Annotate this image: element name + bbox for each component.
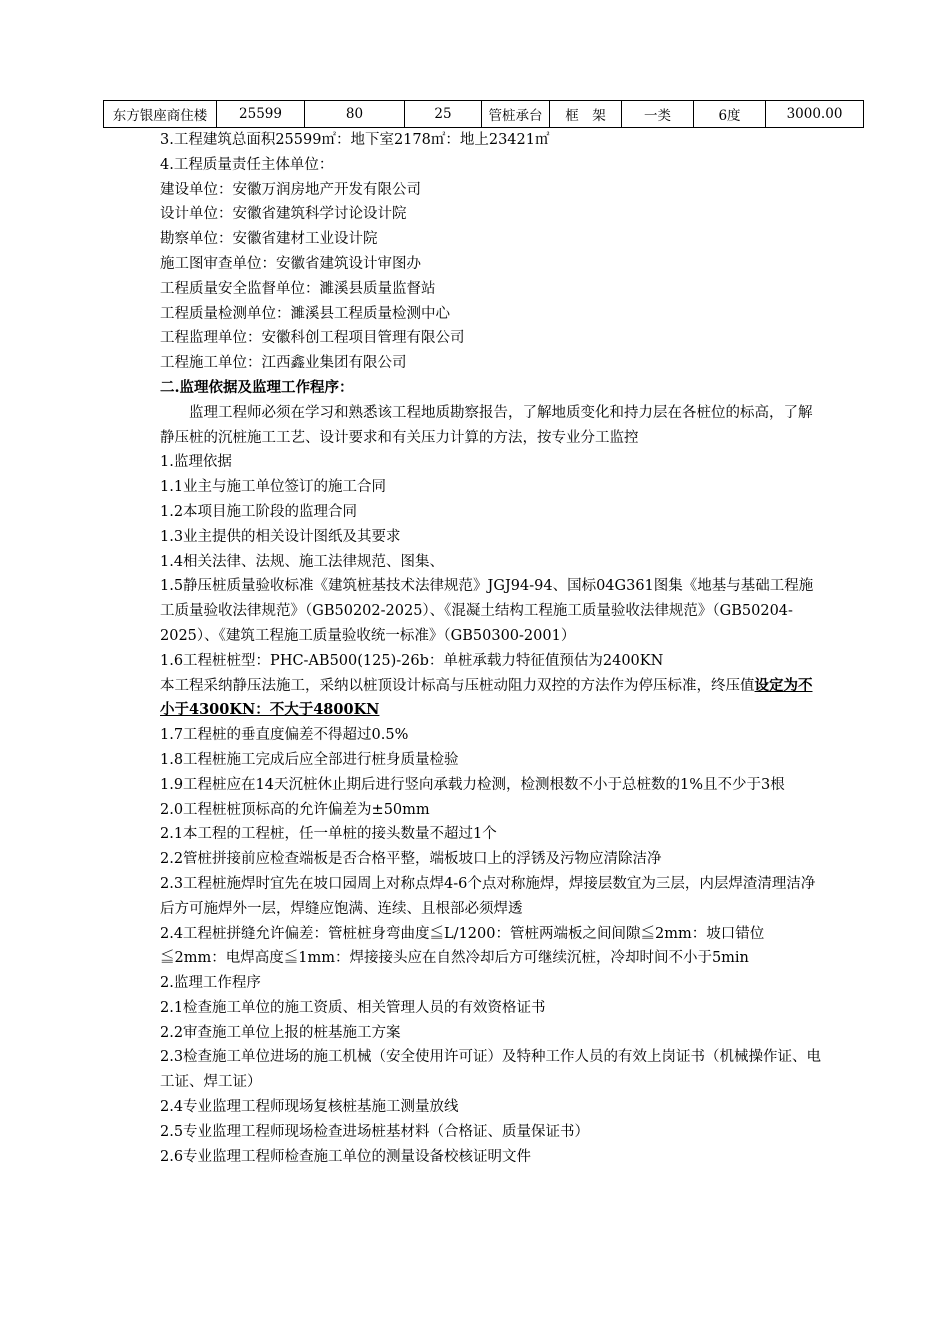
table-cell-foundation: 管桩承台: [482, 101, 550, 128]
paragraph: [160, 674, 822, 724]
text-line: 1.2本项目施工阶段的监理合同: [160, 503, 358, 520]
project-info-table: [103, 100, 864, 128]
text-line: 1.6工程桩桩型：PHC-AB500(125)-26b：单桩承载力特征值预估为2400KN: [160, 652, 664, 669]
text-line: 工程监理单位：安徽科创工程项目管理有限公司: [160, 330, 465, 347]
table-cell-structure: 框 架: [550, 101, 622, 128]
text-line: 2.5专业监理工程师现场检查进场桩基材料（合格证、质量保证书）: [160, 1123, 590, 1140]
text-line: 勘察单位：安徽省建材工业设计院: [160, 231, 378, 248]
text-line: 2.6专业监理工程师检查施工单位的测量设备校核证明文件: [160, 1148, 532, 1165]
text-line: 2.0工程桩桩顶标高的允许偏差为±50mm: [160, 801, 430, 818]
text-line: 设计单位：安徽省建筑科学讨论设计院: [160, 206, 407, 223]
text-line: 2.2管桩拼接前应检查端板是否合格平整，端板坡口上的浮锈及污物应清除洁净: [160, 851, 662, 868]
text-line: 1.监理依据: [160, 454, 232, 471]
text-line: 2.1本工程的工程桩，任一单桩的接头数量不超过1个: [160, 826, 497, 843]
text-line: 建设单位：安徽万润房地产开发有限公司: [160, 181, 421, 198]
text-line: 2.监理工作程序: [160, 975, 261, 992]
text-line: 1.8工程桩施工完成后应全部进行桩身质量检验: [160, 751, 459, 768]
text-line: 工程施工单位：江西鑫业集团有限公司: [160, 355, 407, 372]
text-line: 1.4相关法律、法规、施工法律规范、图集、: [160, 553, 445, 570]
table-cell-project-name: 东方银座商住楼: [104, 101, 217, 128]
text-line: 2.1检查施工单位的施工资质、相关管理人员的有效资格证书: [160, 999, 546, 1016]
table-cell: 25: [405, 101, 482, 128]
text-line: 工程质量安全监督单位：濉溪县质量监督站: [160, 280, 436, 297]
paragraph-text: 本工程采纳静压法施工，采纳以桩顶设计标高与压桩动阻力双控的方法作为停压标准，终压值: [160, 677, 755, 694]
text-line: 1.3业主提供的相关设计图纸及其要求: [160, 528, 401, 545]
paragraph: 2.3检查施工单位进场的施工机械（安全使用许可证）及特种工作人员的有效上岗证书（机械操作证、电工证、焊工证）: [160, 1049, 822, 1091]
text-line: 4.工程质量责任主体单位：: [160, 156, 334, 173]
text-line: 工程质量检测单位：濉溪县工程质量检测中心: [160, 305, 450, 322]
text-line: 施工图审查单位：安徽省建筑设计审图办: [160, 255, 421, 272]
table-cell-seismic: 6度: [694, 101, 766, 128]
text-line: 1.1业主与施工单位签订的施工合同: [160, 479, 387, 496]
paragraph: 2.4工程桩拼缝允许偏差：管桩桩身弯曲度≦L/1200：管桩两端板之间间隙≦2mm：坡口错位≦2mm：电焊高度≦1mm：焊接接头应在自然冷却后方可继续沉桩，冷却时间不小于5min: [160, 925, 765, 967]
document-body: [160, 128, 822, 1169]
text-line: 1.7工程桩的垂直度偏差不得超过0.5%: [160, 727, 409, 744]
paragraph: 监理工程师必须在学习和熟悉该工程地质勘察报告，了解地质变化和持力层在各桩位的标高，了解静压桩的沉桩施工工艺、设计要求和有关压力计算的方法，按专业分工监控: [160, 404, 813, 446]
table-row: [104, 101, 864, 128]
section-heading: 二.监理依据及监理工作程序：: [160, 378, 354, 396]
table-cell-amount: 3000.00: [766, 101, 864, 128]
table-cell: 80: [305, 101, 405, 128]
table-cell-category: 一类: [622, 101, 694, 128]
table-cell-area: 25599: [217, 101, 305, 128]
paragraph: 2.3工程桩施焊时宜先在坡口园周上对称点焊4-6个点对称施焊，焊接层数宜为三层，内层焊渣清理洁净后方可施焊外一层，焊缝应饱满、连续、且根部必须焊透: [160, 875, 816, 917]
paragraph: 1.9工程桩应在14天沉桩休止期后进行竖向承载力检测，检测根数不小于总桩数的1%且不少于3根: [160, 776, 785, 793]
text-line: 2.2审查施工单位上报的桩基施工方案: [160, 1024, 401, 1041]
text-line: 2.4专业监理工程师现场复核桩基施工测量放线: [160, 1099, 459, 1116]
text-line: 3.工程建筑总面积25599㎡：地下室2178㎡：地上23421㎡: [160, 132, 550, 148]
emphasized-text: 设定为不小于4300KN：不大于4800KN: [160, 676, 813, 719]
paragraph: 1.5静压桩质量验收标准《建筑桩基技术法律规范》JGJ94-94、国标04G361图集《地基与基础工程施工质量验收法律规范》（GB50202-2025）、《混凝土结构工程施工质量验收法律规范》（GB50204-2025）、《建筑工程施工质量验收统一标准》（GB50300-2001）: [160, 578, 814, 644]
